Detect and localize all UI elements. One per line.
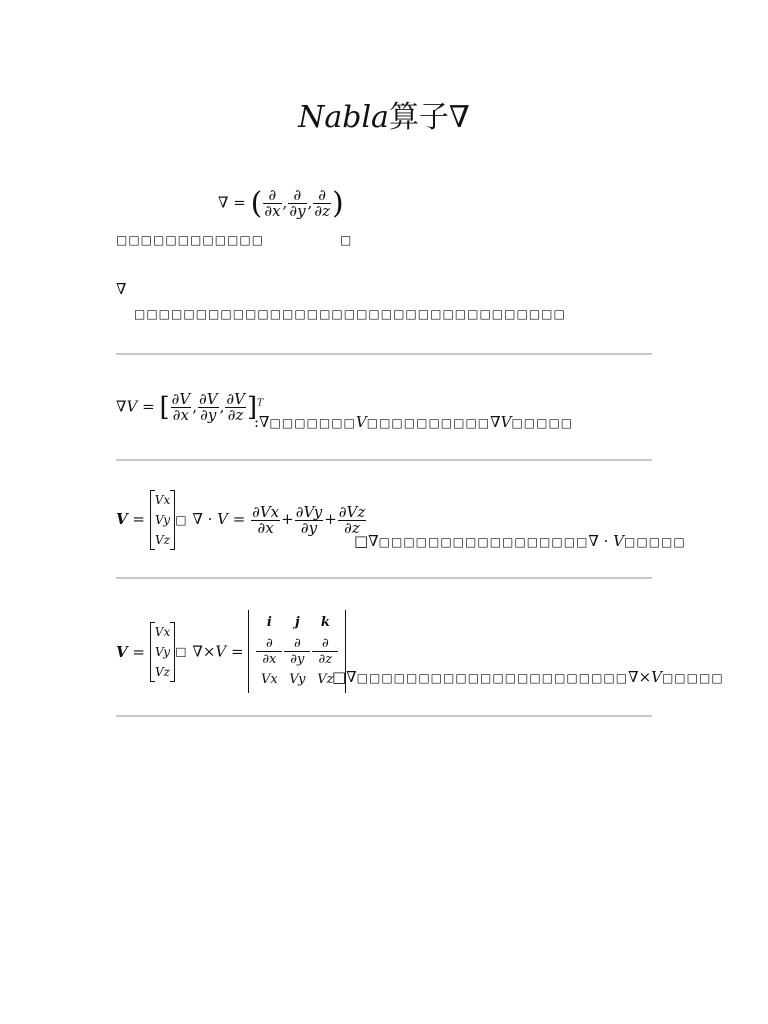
line1-end: □ bbox=[340, 233, 353, 247]
paren-left: ( bbox=[250, 186, 263, 221]
nabla-lhs: ∇ = bbox=[218, 193, 246, 212]
title-italic: Nabla bbox=[298, 100, 389, 135]
divider-2 bbox=[116, 459, 652, 461]
frac-z: $\frac{\partial}{\partial z}$ bbox=[314, 186, 330, 220]
curl-formula: V = Vx Vy Vz□ ∇×V = i j k $\frac{\partial}{\partial x}$ $\frac{\partial}{\partial y}$ $\frac{\partial}{\partial z}$ Vx Vy Vz bbox=[116, 610, 346, 693]
gradient-description: :∇□□□□□□□V□□□□□□□□□□∇V□□□□□ bbox=[254, 413, 574, 431]
gradient-formula: ∇V = [ $\frac{\partial V}{\partial x}$ , $\frac{\partial V}{\partial y}$ , $\frac{\partial V}{\partial z}$ ]$^T$ bbox=[116, 390, 264, 424]
nabla-symbol: ∇ bbox=[116, 280, 127, 298]
divider-3 bbox=[116, 577, 652, 579]
page-title bbox=[0, 92, 768, 136]
nabla-definition: ∇ = ( $\frac{\partial}{\partial x}$ , $\frac{\partial}{\partial y}$ , $\frac{\partial}{\partial z}$ ) bbox=[218, 186, 344, 221]
divider-1 bbox=[116, 353, 652, 355]
divergence-description: □∇□□□□□□□□□□□□□□□□□∇ · V□□□□□ bbox=[354, 532, 686, 550]
divergence-formula: V = Vx Vy Vz□ ∇ · V = $\frac{\partial Vx}{\partial x}$ + $\frac{\partial Vy}{\partial y}$ + $\frac{\partial Vz}{\partial z}$ bbox=[116, 490, 367, 550]
curl-description: □∇□□□□□□□□□□□□□□□□□□□□□□∇×V□□□□□ bbox=[332, 668, 724, 686]
curl-determinant: i j k $\frac{\partial}{\partial x}$ $\frac{\partial}{\partial y}$ $\frac{\partial}{\partial z}$ Vx Vy Vz bbox=[248, 610, 346, 693]
divider-4 bbox=[116, 715, 652, 717]
title-rest: 算子∇ bbox=[388, 100, 470, 135]
line2-text: □□□□□□□□□□□□□□□□□□□□□□□□□□□□□□□□□□□ bbox=[134, 307, 566, 321]
frac-x: $\frac{\partial}{\partial x}$ bbox=[264, 186, 281, 220]
frac-y: $\frac{\partial}{\partial y}$ bbox=[289, 186, 306, 220]
paren-right: ) bbox=[332, 186, 344, 221]
line1-text: □□□□□□□□□□□□ bbox=[116, 233, 265, 247]
